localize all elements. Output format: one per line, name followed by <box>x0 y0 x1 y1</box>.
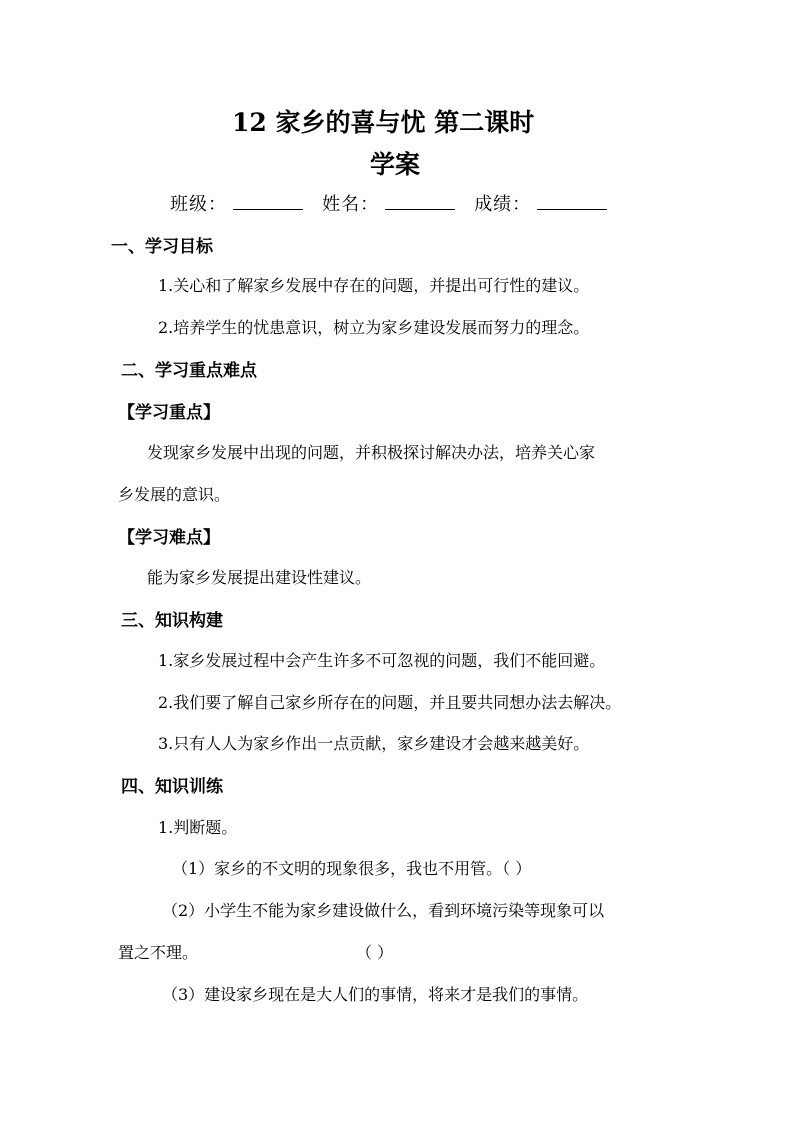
score-blank[interactable] <box>537 195 607 210</box>
score-label: 成绩： <box>474 194 532 215</box>
question-2-line-2: 置之不理。 <box>118 943 199 962</box>
question-2-answer-bracket[interactable]: （ ） <box>356 943 394 962</box>
section-1-item-2: 2.培养学生的忧患意识，树立为家乡建设发展而努力的理念。 <box>158 318 590 337</box>
difficult-points-text: 能为家乡发展提出建设性建议。 <box>147 568 372 587</box>
class-label: 班级： <box>170 194 227 215</box>
question-3: （3）建设家乡现在是大人们的事情，将来才是我们的事情。 <box>162 985 589 1004</box>
question-2-line-1: （2）小学生不能为家乡建设做什么，看到环境污染等现象可以 <box>162 901 605 920</box>
question-1: （1）家乡的不文明的现象很多，我也不用管。（ ） <box>172 859 532 878</box>
section-1-heading: 一、学习目标 <box>111 237 213 257</box>
title-line-2: 学案 <box>370 150 421 179</box>
student-info-line <box>170 190 621 216</box>
difficult-points-label: 【学习难点】 <box>118 528 220 548</box>
key-points-text-line-2: 乡发展的意识。 <box>118 485 231 504</box>
key-points-label: 【学习重点】 <box>118 403 220 423</box>
title-line-1: 12 家乡的喜与忧 第二课时 <box>232 108 535 137</box>
key-points-text-line-1: 发现家乡发展中出现的问题，并积极探讨解决办法，培养关心家 <box>147 443 596 462</box>
name-label: 姓名： <box>322 194 380 215</box>
section-3-item-1: 1.家乡发展过程中会产生许多不可忽视的问题，我们不能回避。 <box>158 651 606 670</box>
section-3-item-3: 3.只有人人为家乡作出一点贡献，家乡建设才会越来越美好。 <box>158 734 590 753</box>
section-2-heading: 二、学习重点难点 <box>121 361 257 381</box>
question-type-label: 1.判断题。 <box>158 818 238 837</box>
section-1-item-1: 1.关心和了解家乡发展中存在的问题，并提出可行性的建议。 <box>158 276 590 295</box>
section-4-heading: 四、知识训练 <box>121 777 223 797</box>
section-3-heading: 三、知识构建 <box>121 611 223 631</box>
name-blank[interactable] <box>385 195 455 210</box>
section-3-item-2: 2.我们要了解自己家乡所存在的问题，并且要共同想办法去解决。 <box>158 693 622 712</box>
class-blank[interactable] <box>233 195 303 210</box>
